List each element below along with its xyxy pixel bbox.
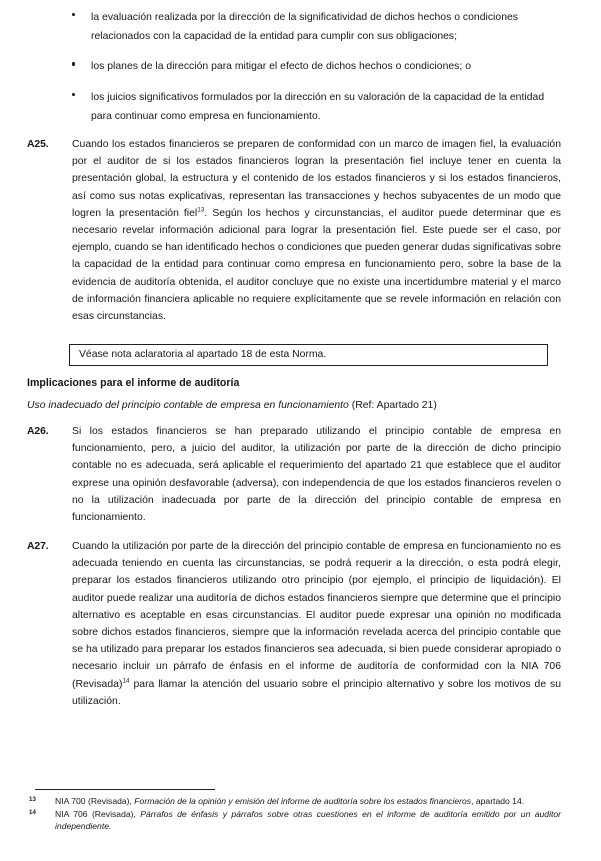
paragraph-a25-label: A25. bbox=[27, 139, 49, 150]
paragraph-a25-text-part2: . Según los hechos y circunstancias, el auditor puede determinar que es necesario revelar información adicional para lograr la presentación fiel. Este puede ser el caso, por ejemplo, cuando se han identificado hechos o condiciones que pueden generar dudas significativas sobre la capacidad de la entidad para continuar como empresa en funcionamiento pero, sobre la base de la evidencia de auditoría obtenida, el auditor concluye que no existe una incertidumbre material y el marco de información financiera aplicable no requiere explícitamente que se revele información en relación con esas circunstancias. bbox=[72, 207, 562, 323]
paragraph-a25-text-part1: Cuando los estados financieros se preparen de conformidad con un marco de imagen fiel, la evaluación por el auditor de si los estados financieros logran la presentación fiel incluye tener en cuenta la presentación global, la estructura y el contenido de los estados financieros y si los estados financieros, así como sus notas explicativas, representan las transacciones y hechos subyacentes de un modo que logren la presentación fiel bbox=[72, 139, 561, 219]
paragraph-a27-label: A27. bbox=[27, 541, 49, 552]
footnote-14-number: 14 bbox=[29, 808, 36, 816]
footnote-14 bbox=[27, 808, 561, 833]
footnote-list bbox=[27, 795, 561, 833]
footnote-14-lead: NIA 706 (Revisada), bbox=[55, 808, 141, 819]
bullet-list bbox=[72, 7, 561, 125]
paragraph-a25-body bbox=[72, 136, 561, 325]
list-item-text: la evaluación realizada por la dirección de la significatividad de dichos hechos o condiciones relacionados con la capacidad de la entidad para cumplir con sus obligaciones; bbox=[91, 12, 519, 43]
footnote-13-lead: NIA 700 (Revisada), bbox=[55, 796, 135, 806]
footnote-13-title: Formación de la opinión y emisión del informe de auditoría sobre los estados financieros bbox=[134, 796, 472, 806]
clarification-note-box bbox=[69, 344, 548, 366]
footnote-13 bbox=[27, 795, 561, 808]
section-heading: Implicaciones para el informe de auditoría bbox=[27, 377, 240, 389]
paragraph-a27-text-part1: Cuando la utilización por parte de la dirección del principio contable de empresa en funcionamiento no es adecuada teniendo en cuenta las circunstancias, se podrá requerir a la dirección, o esta podrá elegir, preparar los estados financieros utilizando otro principio (por ejemplo, el principio de liquidación). El auditor puede realizar una auditoría de dichos estados financieros siempre que determine que el principio alternativo es aceptable en esas circunstancias. El auditor puede expresar una opinión no modificada sobre dichos estados financieros, siempre que la información revelada acerca del principio contable que se ha utilizado para preparar los estados financieros sea adecuada, si bien puede considerar apropiado o necesario incluir un párrafo de énfasis en el informe de auditoría de conformidad con la NIA 706 (Revisada) bbox=[72, 541, 561, 690]
subsection-heading bbox=[27, 400, 437, 411]
footnote-reference-13[interactable]: 13 bbox=[197, 206, 205, 214]
footnote-14-title: Párrafos de énfasis y párrafos sobre otras cuestiones en el informe de auditoría emitido por un auditor independiente. bbox=[55, 808, 562, 832]
paragraph-a26 bbox=[27, 423, 561, 526]
subsection-heading-reference: (Ref: Apartado 21) bbox=[351, 400, 437, 411]
list-item-text: los planes de la dirección para mitigar el efecto de dichos hechos o condiciones; o bbox=[91, 61, 471, 73]
subsection-heading-title: Uso inadecuado del principio contable de empresa en funcionamiento bbox=[27, 400, 352, 411]
footnote-separator bbox=[35, 789, 215, 790]
bullet-dot-icon bbox=[72, 93, 75, 96]
paragraph-a26-body: Si los estados financieros se han preparado utilizando el principio contable de empresa en funcionamiento, pero, a juicio del auditor, la utilización por parte de la dirección de dicho principio contable no es adecuada, será aplicable el requerimiento del apartado 21 que establece que el auditor exprese una opinión desfavorable (adversa), con independencia de que los estados financieros revelen o no la utilización inadecuada por parte de la dirección del principio contable de empresa en funcionamiento. bbox=[72, 426, 561, 524]
paragraph-a26-label: A26. bbox=[27, 426, 49, 437]
bullet-dot-icon bbox=[72, 13, 75, 16]
footnote-13-tail: , apartado 14. bbox=[471, 796, 525, 806]
list-item bbox=[72, 87, 561, 125]
paragraph-a25 bbox=[27, 136, 561, 325]
list-item bbox=[72, 7, 561, 45]
footnote-13-number: 13 bbox=[29, 796, 36, 803]
paragraph-a27-body bbox=[72, 538, 561, 710]
paragraph-a27-text-part2: para llamar la atención del usuario sobre el principio alternativo y sobre los motivos de su utilización. bbox=[72, 678, 561, 707]
clarification-note-text: Véase nota aclaratoria al apartado 18 de esta Norma. bbox=[79, 349, 327, 360]
list-item-text: los juicios significativos formulados por la dirección en su valoración de la capacidad de la entidad para continuar como empresa en funcionamiento. bbox=[91, 91, 545, 122]
bullet-dot-icon bbox=[72, 62, 75, 65]
list-item bbox=[72, 56, 561, 75]
paragraph-a27 bbox=[27, 538, 561, 710]
footnote-reference-14[interactable]: 14 bbox=[122, 677, 130, 685]
